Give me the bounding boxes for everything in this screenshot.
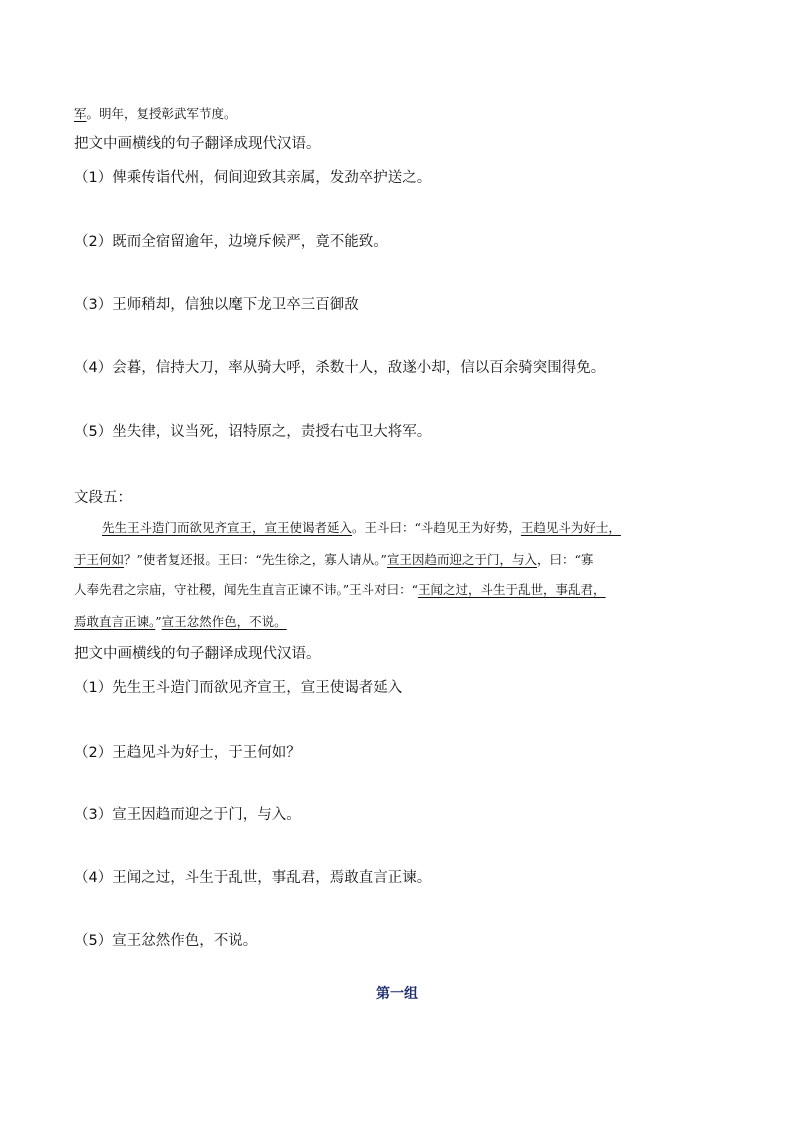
instruction-text: 把文中画横线的句子翻译成现代汉语。 bbox=[74, 136, 321, 152]
passage-text: 。王斗曰：“斗趋见王为好势， bbox=[352, 520, 521, 535]
passage-text: ，曰：“寡 bbox=[536, 552, 594, 567]
section-heading: 文段五： bbox=[74, 490, 132, 506]
passage-text: 人奉先君之宗庙，守社稷，闻先生直言正谏不讳。”王斗对曰：“ bbox=[74, 582, 419, 597]
underlined-phrase: 于王何如 bbox=[74, 552, 125, 567]
passage-text: ” bbox=[155, 614, 162, 629]
passage-text: ？”使者复还报。王曰：“先生徐之，寡人请从。” bbox=[124, 552, 387, 567]
group-label: 第一组 bbox=[376, 986, 418, 1002]
underlined-phrase: 宣王忿然作色，不说。 bbox=[161, 614, 287, 629]
passage-line-2 bbox=[74, 550, 593, 568]
passage-line-1 bbox=[102, 518, 621, 536]
instruction-text: 把文中画横线的句子翻译成现代汉语。 bbox=[74, 646, 321, 662]
question-item-4: （4）王闻之过，斗生于乱世，事乱君，焉敢直言正谏。 bbox=[74, 870, 432, 886]
underlined-phrase: 军 bbox=[74, 106, 87, 121]
question-item-5: （5）宣王忿然作色，不说。 bbox=[74, 933, 258, 949]
passage-line-4 bbox=[74, 612, 287, 630]
question-item-2: （2）王趋见斗为好士，于王何如？ bbox=[74, 745, 301, 761]
underlined-phrase: 先生王斗造门而欲见齐宣王，宣王使谒者延入 bbox=[102, 520, 353, 535]
question-item-3: （3）宣王因趋而迎之于门，与入。 bbox=[74, 807, 301, 823]
question-item-5: （5）坐失律，议当死，诏特原之，责授右屯卫大将军。 bbox=[74, 424, 432, 440]
underlined-phrase: 王闻之过，斗生于乱世，事乱君， bbox=[418, 582, 606, 597]
question-item-1: （1）俾乘传诣代州，伺间迎致其亲属，发劲卒护送之。 bbox=[74, 170, 432, 186]
question-item-2: （2）既而全宿留逾年，边境斥候严，竟不能致。 bbox=[74, 234, 388, 250]
underlined-phrase: 宣王因趋而迎之于门，与入 bbox=[386, 552, 537, 567]
question-item-3: （3）王师稍却，信独以麾下龙卫卒三百御敌 bbox=[74, 297, 359, 313]
passage-line-3 bbox=[74, 580, 606, 598]
underlined-phrase: 王趋见斗为好士， bbox=[520, 520, 621, 535]
underlined-phrase: 焉敢直言正谏。 bbox=[74, 614, 156, 629]
passage-tail bbox=[74, 104, 237, 122]
passage-text: 。明年，复授彰武军节度。 bbox=[86, 106, 237, 121]
question-item-1: （1）先生王斗造门而欲见齐宣王，宣王使谒者延入 bbox=[74, 680, 403, 696]
question-item-4: （4）会暮，信持大刀，率从骑大呼，杀数十人，敌遂小却，信以百余骑突围得免。 bbox=[74, 360, 606, 376]
